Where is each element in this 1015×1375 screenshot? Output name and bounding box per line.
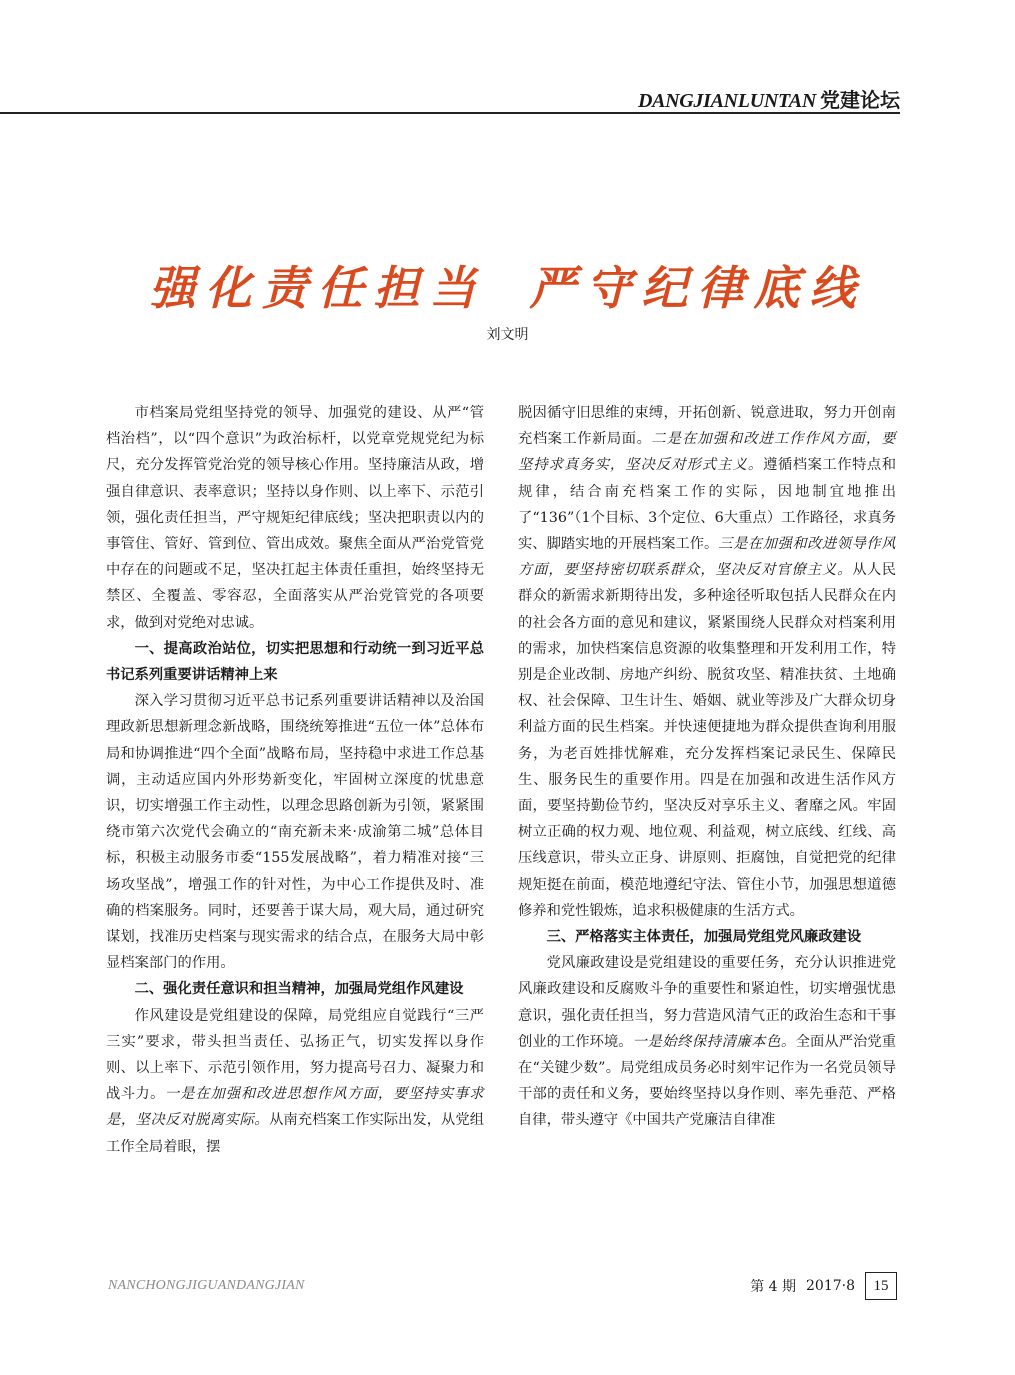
footer-journal-pinyin: NANCHONGJIGUANDANGJIAN [108, 1278, 305, 1293]
emphasis-text: 二是在加强和改进工作作风方面，要坚持求真务实，坚决反对形式主义。 [518, 431, 897, 474]
paragraph [518, 400, 896, 924]
author-name: 刘文明 [486, 327, 529, 343]
text-run: 党风廉政建设是党组建设的重要任务，充分认识推进党风廉政建设和反腐败斗争的重要性和紧迫性，切实增强忧患意识，强化责任担当，努力营造风清气正的政治生态和干事创业的工作环境。 [518, 955, 896, 1050]
journal-name [638, 84, 900, 113]
section-heading-3: 三、严格落实主体责任，加强局党组党风廉政建设 [546, 929, 862, 946]
journal-name-cn: 党建论坛 [820, 88, 900, 112]
text-run: 从人民群众的新需求新期待出发，多种途径听取包括人民群众在内的社会各方面的意见和建议，紧紧围绕人民群众对档案利用的需求，加快档案信息资源的收集整理和开发利用工作，特别是企业改制、房地产纠纷、脱贫攻坚、精准扶贫、土地确权、社会保障、卫生计生、婚姻、就业等涉及广大群众切身利益方面的民生档案。并快速便捷地为群众提供查询利用服务，为老百姓排忧解难，充分发挥档案记录民生、保障民生、服务民生的重要作用。四是在加强和改进生活作风方面，要坚持勤俭节约，坚决反对享乐主义、奢靡之风。牢固树立正确的权力观、地位观、利益观，树立底线、红线、高压线意识，带头立正身、讲原则、拒腐蚀，自觉把党的纪律规矩挺在前面，模范地遵纪守法、管住小节，加强思想道德修养和党性锻炼，追求积极健康的生活方式。 [518, 562, 897, 919]
text-run: 脱因循守旧思维的束缚，开拓创新、锐意进取，努力开创南充档案工作新局面。 [518, 405, 896, 448]
paragraph: 深入学习贯彻习近平总书记系列重要讲话精神以及治国理政新思想新理念新战略，围绕统筹推进“五位一体”总体布局和协调推进“四个全面”战略布局，坚持稳中求进工作总基调，主动适应国内外形势新变化，牢固树立深度的忧患意识，切实增强工作主动性，以理念思路创新为引领，紧紧围绕市第六次党代会确立的“南充新未来·成渝第二城”总体目标，积极主动服务市委“155发展战略”，着力精准对接“三场攻坚战”，增强工作的针对性，为中心工作提供及时、准确的档案服务。同时，还要善于谋大局，观大局，通过研究谋划，找准历史档案与现实需求的结合点，在服务大局中彰显档案部门的作用。 [106, 693, 484, 972]
section-heading-2: 二、强化责任意识和担当精神，加强局党组作风建设 [134, 981, 464, 998]
title-part-1: 强化责任担当 [149, 261, 486, 315]
running-header [0, 80, 900, 114]
paragraph: 市档案局党组坚持党的领导、加强党的建设、从严“管档治档”，以“四个意识”为政治标杆，以党章党规党纪为标尺，充分发挥管党治党的领导核心作用。坚持廉洁从政，增强自律意识、表率意识；坚持以身作则、以上率下、示范引领，强化责任担当，严守规矩纪律底线；坚决把职责以内的事管住、管好、管到位、管出成效。聚焦全面从严治党管党中存在的问题或不足，坚决扛起主体责任重担，始终坚持无禁区、全覆盖、零容忍，全面落实从严治党管党的各项要求，做到对党绝对忠诚。 [106, 405, 484, 631]
text-run: 遵循档案工作特点和规律，结合南充档案工作的实际，因地制宜地推出了“136”（1个目标、3个定位、6大重点）工作路径，求真务实、脚踏实地的开展档案工作。 [518, 457, 897, 553]
text-run: 从南充档案工作实际出发，从党组工作全局着眼，摆 [106, 1112, 484, 1155]
journal-name-latin: DANGJIANLUNTAN [637, 90, 816, 112]
page-number: 15 [865, 1272, 897, 1300]
text-run: 作风建设是党组建设的保障，局党组应自觉践行“三严三实”要求，带头担当责任、弘扬正气，切实发挥以身作则、以上率下、示范引领作用，努力提高号召力、凝聚力和战斗力。 [106, 1007, 484, 1103]
emphasis-text: 三是在加强和改进领导作风方面，要坚持密切联系群众，坚决反对官僚主义。 [518, 536, 896, 579]
title-part-2: 严守纪律底线 [529, 261, 866, 315]
footer-issue-info [750, 1272, 897, 1300]
paragraph [106, 1003, 484, 1160]
emphasis-text: 一是在加强和改进思想作风方面，要坚持实事求是，坚决反对脱离实际。 [106, 1086, 485, 1129]
paragraph [518, 950, 896, 1133]
left-column [106, 400, 484, 1160]
article-title [0, 252, 1015, 318]
text-run: 全面从严治党重在“关键少数”。局党组成员务必时刻牢记作为一名党员领导干部的责任和义务，要始终坚持以身作则、率先垂范、严格自律，带头遵守《中国共产党廉洁自律准 [518, 1033, 896, 1129]
section-heading-1: 一、提高政治站位，切实把思想和行动统一到习近平总书记系列重要讲话精神上来 [106, 640, 484, 684]
emphasis-text: 一是始终保持清廉本色。 [632, 1033, 796, 1050]
right-column [518, 400, 896, 1134]
issue-number: 第 4 期 [750, 1279, 796, 1295]
issue-date: 2017·8 [806, 1278, 855, 1294]
